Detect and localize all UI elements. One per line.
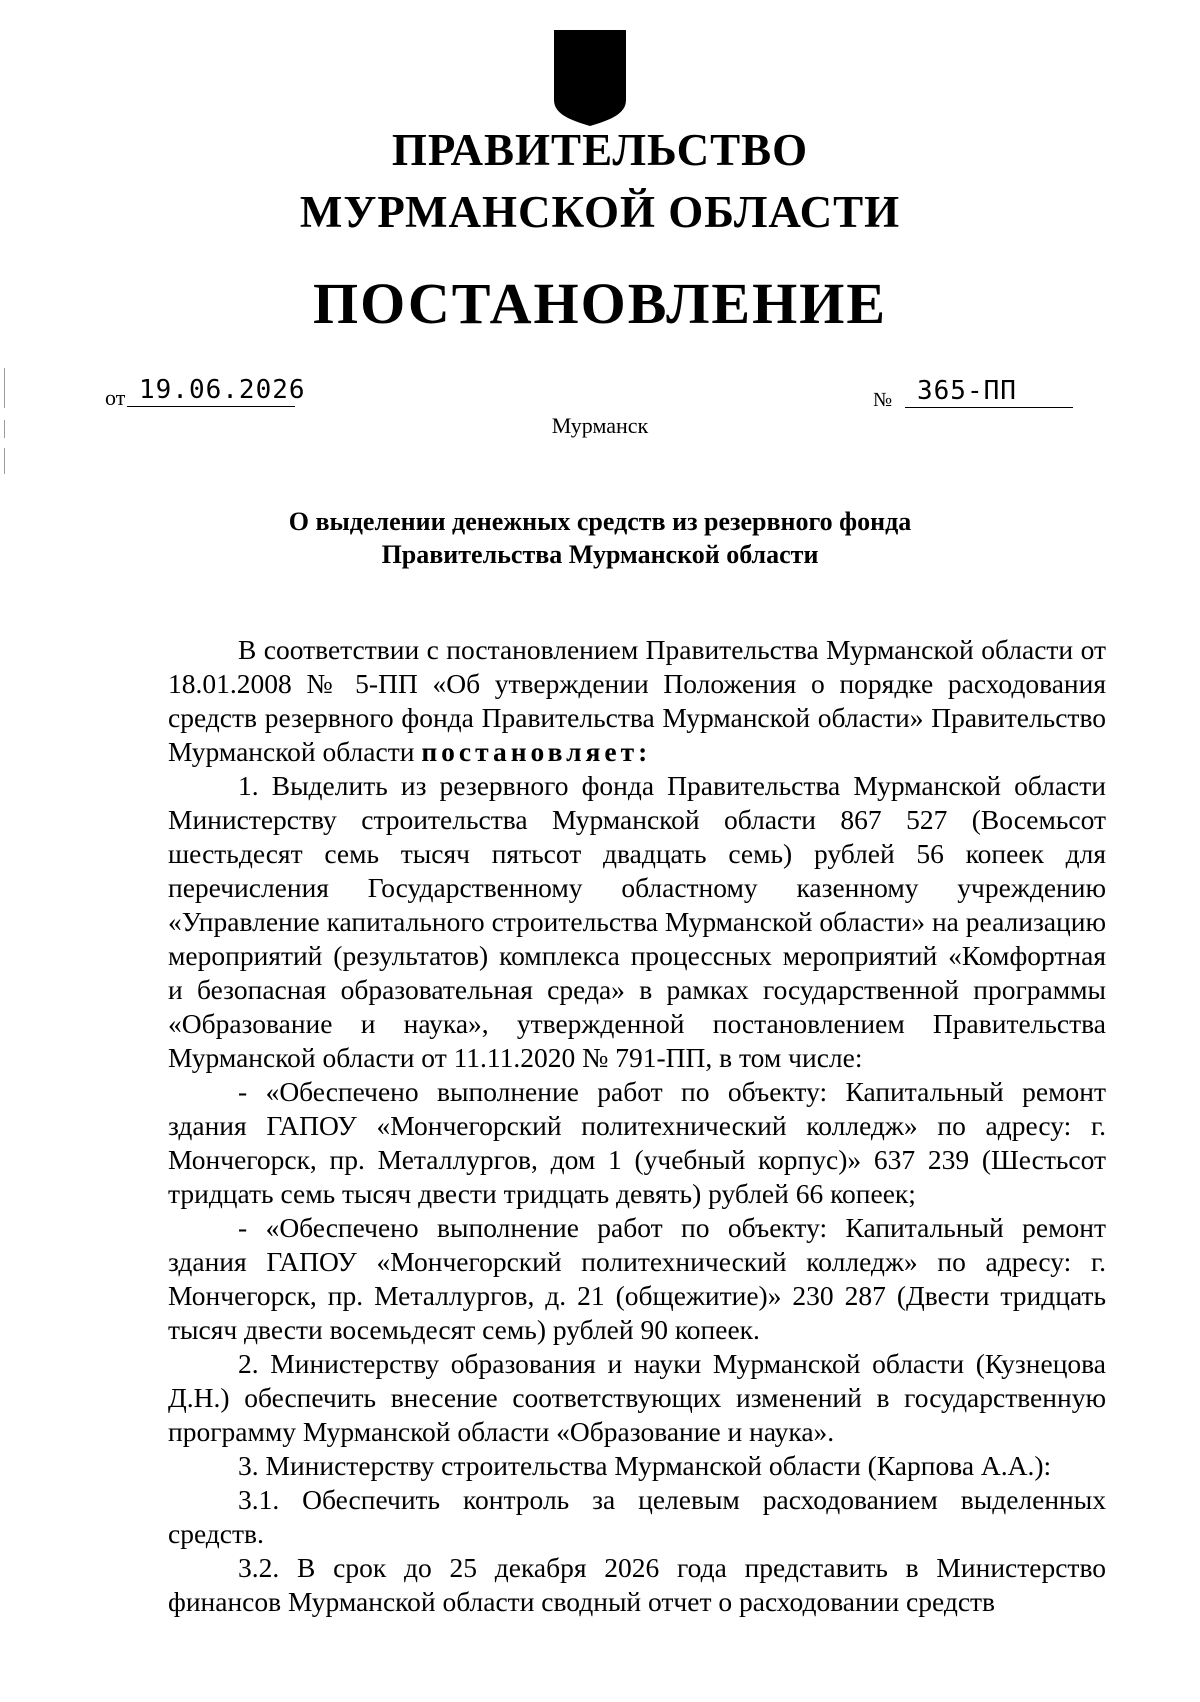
item-3: 3. Министерству строительства Мурманской области (Карпова А.А.): (238, 1450, 1052, 1481)
date-prefix: от (105, 385, 126, 410)
decree-title (170, 505, 1030, 571)
decree-body (168, 633, 1106, 1619)
item-1: 1. Выделить из резервного фонда Правительства Мурманской области Министерству строительства Мурманской области 867 527 (Восемьсот шестьдесят семь тысяч пятьсот двадцать семь) рублей 56 копеек для перечисления Государственному областному казенному учреждению «Управление капитального строительства Мурманской области» на реализацию мероприятий (результатов) комплекса процессных мероприятий «Комфортная и безопасная образовательная среда» в рамках государственной программы «Образование и наука», утвержденной постановлением Правительства Мурманской области от 11.11.2020 № 791-ПП, в том числе: (168, 770, 1106, 1073)
preamble-action: постановляет: (421, 736, 652, 767)
decree-title-line1: О выделении денежных средств из резервного фонда (288, 507, 912, 536)
item-3-1: 3.1. Обеспечить контроль за целевым расходованием выделенных средств. (168, 1484, 1106, 1549)
item-1-sub-1: - «Обеспечено выполнение работ по объекту: Капитальный ремонт здания ГАПОУ «Мончегорский политехнический колледж» по адресу: г. Мончегорск, пр. Металлургов, дом 1 (учебный корпус)» 637 239 (Шестьсот тридцать семь тысяч двести тридцать девять) рублей 66 копеек; (168, 1076, 1106, 1209)
decree-date: 19.06.2026 (127, 374, 295, 407)
item-1-sub-2: - «Обеспечено выполнение работ по объекту: Капитальный ремонт здания ГАПОУ «Мончегорский политехнический колледж» по адресу: г. Мончегорск, пр. Металлургов, д. 21 (общежитие)» 230 287 (Двести тридцать тысяч двести восемьдесят семь) рублей 90 копеек. (168, 1212, 1106, 1345)
government-name-line2: МУРМАНСКОЙ ОБЛАСТИ (299, 187, 901, 237)
city-name: Мурманск (551, 413, 649, 438)
coat-of-arms-emblem (554, 30, 626, 126)
preamble-text: В соответствии с постановлением Правительства Мурманской области от 18.01.2008 № 5-ПП «Об утверждении Положения о порядке расходования средств резервного фонда Правительства Мурманской области» Правительство Мурманской области (168, 634, 1106, 767)
decree-number: 365-ПП (905, 375, 1073, 408)
scan-artifact (4, 368, 5, 408)
item-2: 2. Министерству образования и науки Мурманской области (Кузнецова Д.Н.) обеспечить внесение соответствующих изменений в государственную программу Мурманской области «Образование и наука». (168, 1348, 1106, 1447)
scan-artifact (4, 448, 5, 474)
document-type-heading: ПОСТАНОВЛЕНИЕ (312, 271, 888, 336)
decree-title-line2: Правительства Мурманской области (381, 540, 819, 569)
government-name-line1: ПРАВИТЕЛЬСТВО (391, 125, 809, 175)
preamble-paragraph (168, 633, 1106, 769)
number-prefix: № (873, 389, 893, 411)
item-3-2: 3.2. В срок до 25 декабря 2026 года представить в Министерство финансов Мурманской области сводный отчет о расходовании средств (168, 1552, 1106, 1617)
